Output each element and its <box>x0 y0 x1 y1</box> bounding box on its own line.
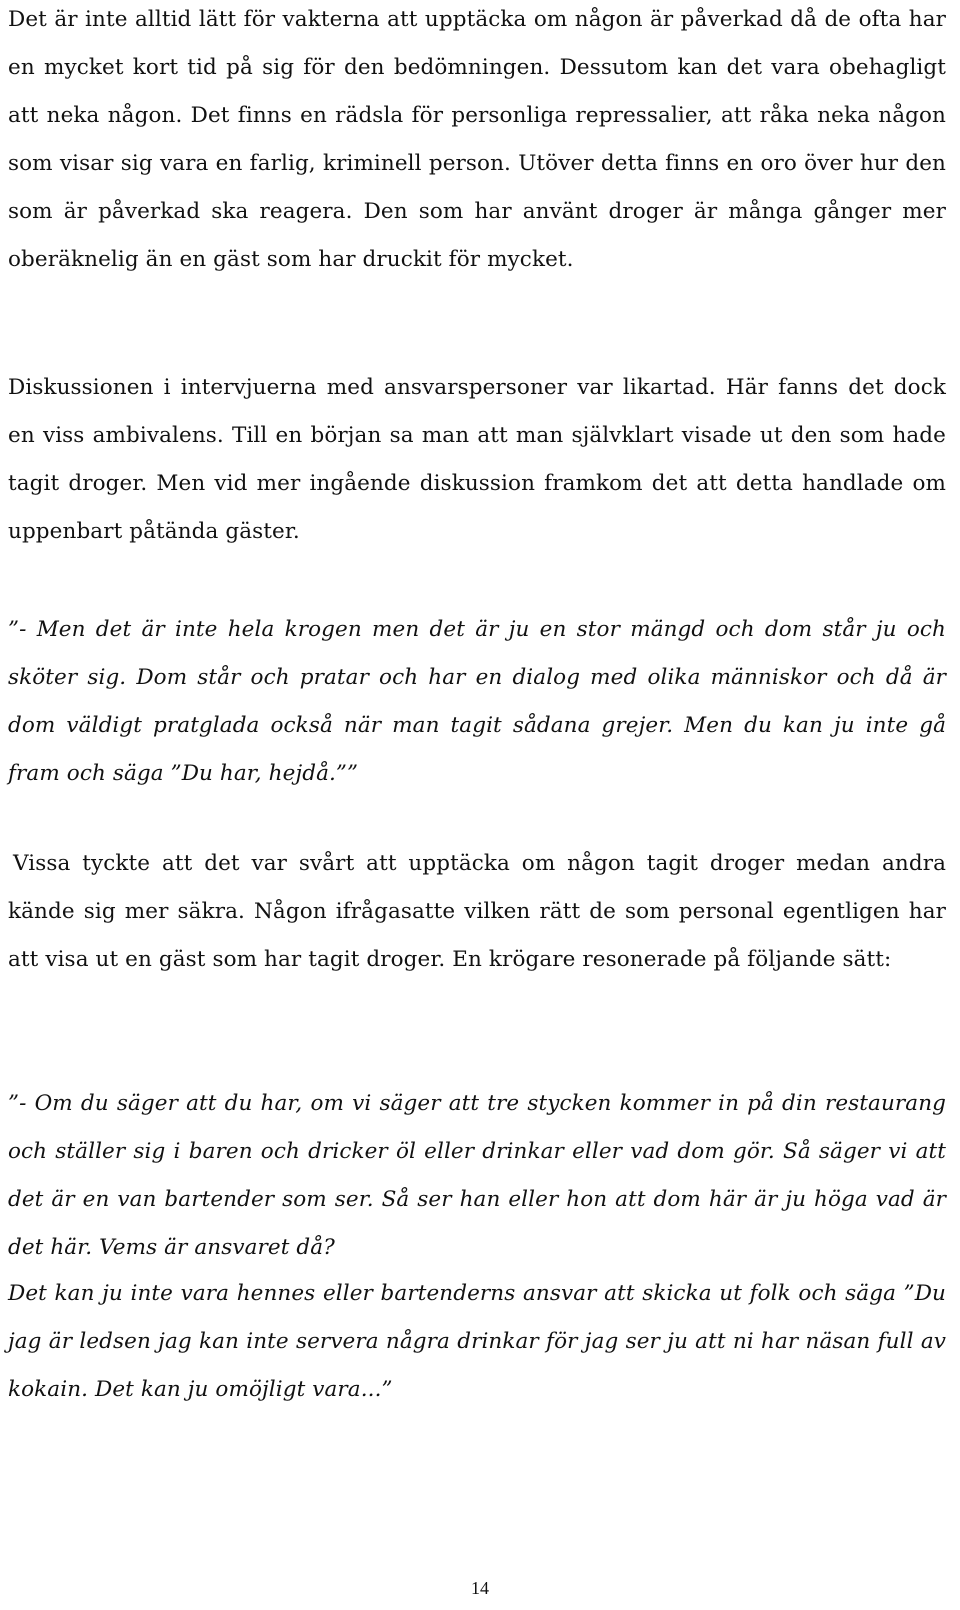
page-number: 14 <box>471 1578 489 1598</box>
body-paragraph-1: Det är inte alltid lätt för vakterna att upptäcka om någon är påverkad då de ofta har en mycket kort tid på sig för den bedömningen. Dessutom kan det vara obehagligt att neka någon. Det finns en rädsla för personliga repressalier, att råka neka någon som visar sig vara en farlig, kriminell person. Utöver detta finns en oro över hur den som är påverkad ska reagera. Den som har använt droger är många gånger mer oberäknelig än en gäst som har druckit för mycket. <box>8 7 946 272</box>
interview-quote-2: ”- Om du säger att du har, om vi säger att tre stycken kommer in på din restaurang och ställer sig i baren och dricker öl eller drinkar eller vad dom gör. Så säger vi att det är en van bartender som ser. Så ser han eller hon att dom här är ju höga vad är det här. Vems är ansvaret då? <box>8 1091 946 1260</box>
body-paragraph-2: Diskussionen i intervjuerna med ansvarspersoner var likartad. Här fanns det dock en viss ambivalens. Till en början sa man att man självklart visade ut den som hade tagit droger. Men vid mer ingående diskussion framkom det att detta handlade om uppenbart påtända gäster. <box>8 375 946 544</box>
interview-quote-1: ”- Men det är inte hela krogen men det är ju en stor mängd och dom står ju och sköter sig. Dom står och pratar och har en dialog med olika människor och då är dom väldigt pratglada också när man tagit sådana grejer. Men du kan ju inte gå fram och säga ”Du har, hejdå.”” <box>8 617 946 786</box>
interview-quote-2-continued: Det kan ju inte vara hennes eller bartenderns ansvar att skicka ut folk och säga ”Du jag är ledsen jag kan inte servera några drinkar för jag ser ju att ni har näsan full av kokain. Det kan ju omöjligt vara...” <box>8 1281 946 1402</box>
body-paragraph-3: Vissa tyckte att det var svårt att upptäcka om någon tagit droger medan andra kände sig mer säkra. Någon ifrågasatte vilken rätt de som personal egentligen har att visa ut en gäst som har tagit droger. En krögare resonerade på följande sätt: <box>8 851 946 972</box>
